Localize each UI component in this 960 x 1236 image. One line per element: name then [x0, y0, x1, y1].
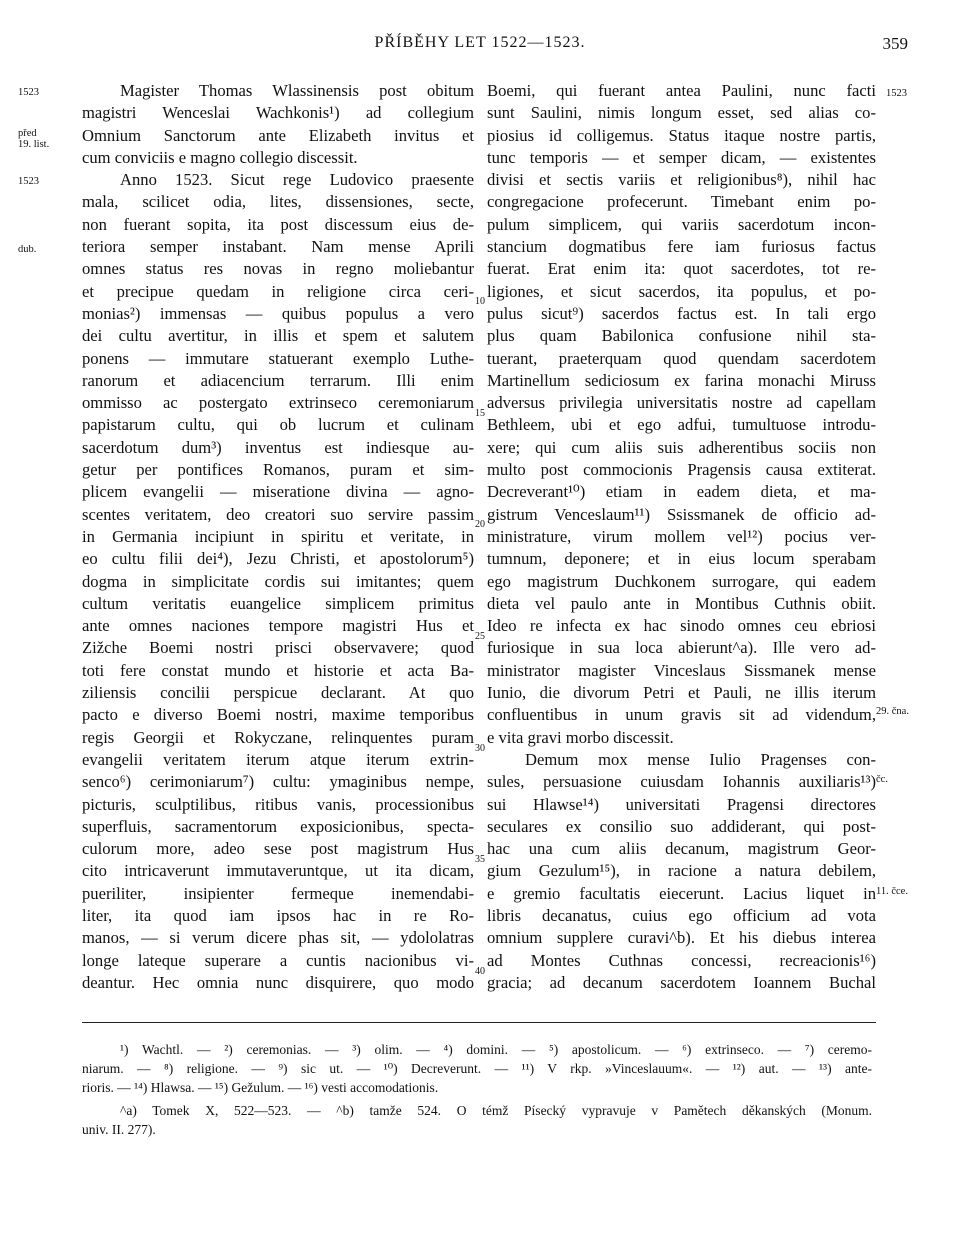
footnote-line: niarum. — ⁸) religione. — ⁹) sic ut. — ¹⁰) Decreverunt. — ¹¹) V rkp. »Vinceslauum«. — ¹²) aut. — ¹³) ante- [82, 1061, 872, 1076]
text-line: monias²) immensas — quibus populus a vero [82, 303, 474, 323]
text-line: stancium dogmatibus fere iam furiosus factus [487, 237, 876, 257]
text-line: Zižche Boemi nostri prisci observavere; quod [82, 638, 474, 658]
text-line: gistrum Venceslaum¹¹) Ssissmanek de officio ad- [487, 504, 876, 524]
text-line: gracia; ad decanum sacerdotem Ioannem Buchal [487, 972, 876, 992]
text-line: pulum simplicem, qui variis sacerdotum incon- [487, 214, 876, 234]
text-line: ministrator magister Vinceslaus Sissmanek mense [487, 660, 876, 680]
text-line: papistarum cultu, qui ob lucrum et culinam [82, 415, 474, 435]
right-column [487, 80, 876, 994]
text-line: ommisso ac postergato extrinseco ceremoniarum [82, 393, 474, 413]
text-line: tumnum, deponere; et in eius locum sperabam [487, 549, 876, 569]
margin-note-year: 1523 [886, 88, 907, 99]
text-line: dei cultu avertitur, in illis et spem et salutem [82, 326, 474, 346]
text-line: ligiones, et sicut sacerdos, ita populus, et po- [487, 281, 876, 301]
text-line: getur per pontifices Romanos, puram et sim- [82, 460, 474, 480]
text-line: in Germania incipiunt in spiritu et veritate, in [82, 526, 474, 546]
text-line: cum conviciis e magno collegio discessit. [82, 147, 358, 167]
text-line: omnium supplere curavi^b). Et his diebus interea [487, 928, 876, 948]
text-line: teriora semper instabant. Nam mense Aprili [82, 237, 474, 257]
text-line: adversus privilegia universitatis nostre ad capellam [487, 393, 876, 413]
text-line: congregacione profecerunt. Timebant enim po- [487, 192, 876, 212]
line-number: 10 [475, 296, 485, 307]
text-line: sacerdotum dum³) inventus est indiesque au- [82, 437, 474, 457]
text-line: furiosique in sua loca abierunt^a). Ille vero ad- [487, 638, 876, 658]
margin-note-year: 1523 [18, 176, 39, 187]
line-number: 15 [475, 408, 485, 419]
running-title: PŘÍBĚHY LET 1522—1523. [374, 34, 586, 51]
left-column [82, 80, 474, 994]
margin-note-month: čc. [876, 774, 888, 785]
text-line: ante omnes naciones tempore magistri Hus et [82, 616, 474, 636]
text-line: manos, — si verum dicere phas sit, — ydololatras [82, 928, 474, 948]
text-line: e vita gravi morbo discessit. [487, 727, 674, 747]
text-line: plus quam Babilonica confusione nihil sta- [487, 326, 876, 346]
text-line: ad Montes Cuthnas concessi, recreacionis¹⁶) [487, 950, 876, 970]
text-line: deantur. Hec omnia nunc disquirere, quo modo [82, 972, 474, 992]
text-line: sunt Saulini, nimis longum esset, sed alias co- [487, 103, 876, 123]
text-line: sules, persuasione cuiusdam Iohannis auxiliaris¹³) [487, 772, 876, 792]
text-line: liter, ita quod iam ipsos hac in re Ro- [82, 905, 474, 925]
text-line: superfluis, sacramentorum exposicionibus, specta- [82, 816, 474, 836]
footnote-divider [82, 1022, 876, 1023]
text-line: et precipue quedam in religione circa ceri- [82, 281, 474, 301]
text-line: dogma in simplicitate cordis sui imitantes; quem [82, 571, 474, 591]
text-line: mala, scilicet odia, lites, dissensiones, secte, [82, 192, 474, 212]
text-line: plicem evangelii — miseratione divina — agno- [82, 482, 474, 502]
text-line: ego magistrum Duchkonem surrogare, qui eadem [487, 571, 876, 591]
text-line: tunc temporis — et semper dicam, — existentes [487, 147, 876, 167]
text-line: senco⁶) cerimoniarum⁷) cultu: ymaginibus nempe, [82, 772, 474, 792]
text-line: magistri Wenceslai Wachkonis¹) ad collegium [82, 103, 474, 123]
text-line: pueriliter, insipienter fermeque inemendabi- [82, 883, 474, 903]
line-number: 40 [475, 966, 485, 977]
text-line: Boemi, qui fuerant antea Paulini, nunc facti [487, 81, 876, 100]
text-line: longe lateque superare a cuntis nacionibus vi- [82, 950, 474, 970]
text-line: tuerant, praeterquam quod quendam sacerdotem [487, 348, 876, 368]
text-line: omnes status res novas in regno moliebantur [82, 259, 474, 279]
text-line: fuerat. Erat enim ita: quot sacerdotes, tot re- [487, 259, 876, 279]
text-line: cultum veritatis euangelice simplicem primitus [82, 593, 474, 613]
line-number: 35 [475, 854, 485, 865]
text-line: toti fere constat mundo et historie et acta Ba- [82, 660, 474, 680]
text-line: ponens — immutare statuerant exemplo Luthe- [82, 348, 474, 368]
text-line: pacto e diverso Boemi nostri, maxime temporibus [82, 705, 474, 725]
margin-note-year: 1523 [18, 87, 39, 98]
text-line: Ideo re infecta ex hac sinodo omnes ceu ebriosi [487, 616, 876, 636]
text-line: scentes veritatem, deo creatori suo servire passim [82, 504, 474, 524]
text-line: evangelii veritatem iterum atque iterum extrin- [82, 749, 474, 769]
text-line: picturis, sculptilibus, ritibus vanis, processionibus [82, 794, 474, 814]
text-line: cito intricaverunt immutaveruntque, ut ita dicam, [82, 861, 474, 881]
text-line: xere; qui cum aliis suis adherentibus sociis non [487, 437, 876, 457]
text-line: Martinellum sediciosum ex farina monachi Miruss [487, 370, 876, 390]
text-line: eo cultu filii dei⁴), Jezu Christi, et apostolorum⁵) [82, 549, 474, 569]
text-line: non fuerant sopita, ita post discessum eius de- [82, 214, 474, 234]
text-line: dieta vel paulo ante in Montibus Cuthnis obiit. [487, 593, 876, 613]
text-line: libris decanatus, cuius ego officium ad vota [487, 905, 876, 925]
text-line: pulus sicut⁹) sacerdos factus est. In tali ergo [487, 303, 876, 323]
text-line: e gremio facultatis eiecerunt. Lacius liquet in [487, 883, 876, 903]
margin-note-month: dub. [18, 244, 37, 255]
text-line: multo post commocionis Pragensis causa extiterat. [487, 460, 876, 480]
margin-note-date: 19. list. [18, 139, 50, 150]
text-line: culorum more, adeo sese post magistrum Hus [82, 839, 474, 859]
text-line: Bethleem, ubi et ego adfui, tumultuose introdu- [487, 415, 876, 435]
line-number: 20 [475, 519, 485, 530]
text-line: ziliensis concilii perspicue declarant. At quo [82, 683, 474, 703]
text-line: Iunio, die divorum Petri et Pauli, ne illis iterum [487, 683, 876, 703]
margin-note-before: před [18, 128, 37, 139]
footnote-line: univ. II. 277). [82, 1122, 156, 1137]
margin-note-date: 29. čna. [876, 706, 909, 717]
text-line: Anno 1523. Sicut rege Ludovico praesente [120, 170, 474, 190]
text-line: Decreverant¹⁰) etiam in eadem dieta, et ma- [487, 482, 876, 502]
footnote-line: ¹) Wachtl. — ²) ceremonias. — ³) olim. — ⁴) domini. — ⁵) apostolicum. — ⁶) extrinseco. — ⁷) ceremo- [120, 1042, 872, 1057]
line-number: 25 [475, 631, 485, 642]
text-line: Magister Thomas Wlassinensis post obitum [120, 81, 474, 100]
footnote-line: rioris. — ¹⁴) Hlawsa. — ¹⁵) Gežulum. — ¹⁶) vesti accomodationis. [82, 1080, 439, 1095]
text-line: piosius id colligemus. Status itaque nostre partis, [487, 125, 876, 145]
page-number: 359 [882, 34, 908, 53]
margin-note-date: 11. čce. [876, 886, 908, 897]
text-line: ranorum et adiacencium terrarum. Illi enim [82, 370, 474, 390]
text-line: ministrature, virum mollem vel¹²) pocius ver- [487, 526, 876, 546]
text-line: gium Gezulum¹⁵), in racione a natura debilem, [487, 861, 876, 881]
text-line: sui Hlawse¹⁴) universitati Pragensi directores [487, 794, 876, 814]
text-line: hac una cum aliis decanum, magistrum Geor- [487, 839, 876, 859]
footnote-line: ^a) Tomek X, 522—523. — ^b) tamže 524. O témž Písecký vypravuje v Pamětech děkanských (Monum. [120, 1103, 872, 1118]
line-number: 30 [475, 743, 485, 754]
text-line: confluentibus in unum gravis sit ad videndum, [487, 705, 876, 725]
text-line: divisi et sectis variis et religionibus⁸), nihil hac [487, 170, 876, 190]
text-line: Demum mox mense Iulio Pragenses con- [525, 749, 876, 769]
text-line: seculares ex consilio suo addiderant, qui post- [487, 816, 876, 836]
text-line: Omnium Sanctorum ante Elizabeth invitus et [82, 125, 474, 145]
text-line: regis Georgii et Rokyczane, relinquentes puram [82, 727, 474, 747]
footnotes [82, 1040, 872, 1139]
